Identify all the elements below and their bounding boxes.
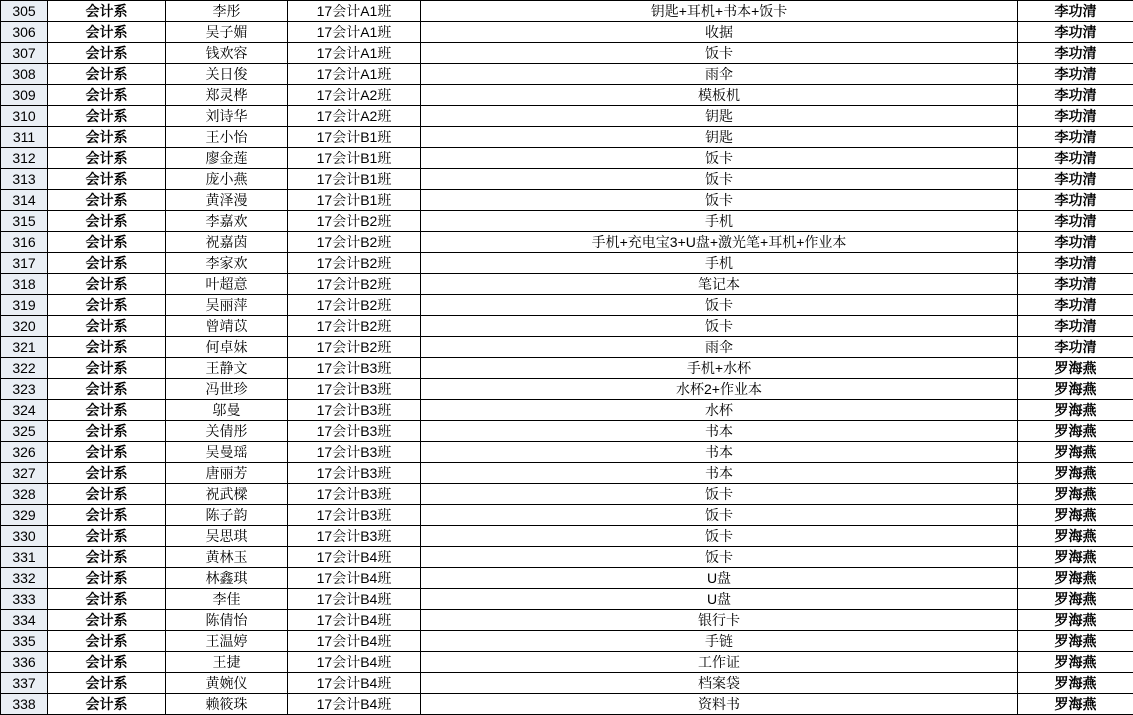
items-cell[interactable]: 饭卡 bbox=[421, 169, 1018, 190]
student-name-cell[interactable]: 王捷 bbox=[166, 652, 288, 673]
table-row[interactable] bbox=[1, 358, 1133, 379]
teacher-cell[interactable]: 李功清 bbox=[1018, 211, 1133, 232]
department-cell[interactable]: 会计系 bbox=[48, 673, 166, 694]
class-name-cell[interactable]: 17会计B3班 bbox=[288, 379, 421, 400]
student-name-cell[interactable]: 陈倩怡 bbox=[166, 610, 288, 631]
class-name-cell[interactable]: 17会计A2班 bbox=[288, 85, 421, 106]
teacher-cell[interactable]: 罗海燕 bbox=[1018, 379, 1133, 400]
class-name-cell[interactable]: 17会计B1班 bbox=[288, 169, 421, 190]
teacher-cell[interactable]: 李功清 bbox=[1018, 127, 1133, 148]
items-cell[interactable]: 笔记本 bbox=[421, 274, 1018, 295]
student-name-cell[interactable]: 吴丽萍 bbox=[166, 295, 288, 316]
items-cell[interactable]: 档案袋 bbox=[421, 673, 1018, 694]
items-cell[interactable]: 手机 bbox=[421, 211, 1018, 232]
class-name-cell[interactable]: 17会计A1班 bbox=[288, 43, 421, 64]
class-name-cell[interactable]: 17会计B2班 bbox=[288, 295, 421, 316]
items-cell[interactable]: 钥匙 bbox=[421, 106, 1018, 127]
row-number-cell[interactable]: 333 bbox=[1, 589, 48, 610]
class-name-cell[interactable]: 17会计B1班 bbox=[288, 190, 421, 211]
class-name-cell[interactable]: 17会计B2班 bbox=[288, 253, 421, 274]
items-cell[interactable]: 手链 bbox=[421, 631, 1018, 652]
row-number-cell[interactable]: 330 bbox=[1, 526, 48, 547]
class-name-cell[interactable]: 17会计A1班 bbox=[288, 22, 421, 43]
student-name-cell[interactable]: 王小怡 bbox=[166, 127, 288, 148]
table-row[interactable] bbox=[1, 253, 1133, 274]
student-name-cell[interactable]: 郑灵桦 bbox=[166, 85, 288, 106]
row-number-cell[interactable]: 321 bbox=[1, 337, 48, 358]
student-name-cell[interactable]: 李家欢 bbox=[166, 253, 288, 274]
department-cell[interactable]: 会计系 bbox=[48, 484, 166, 505]
row-number-cell[interactable]: 305 bbox=[1, 1, 48, 22]
student-name-cell[interactable]: 庞小燕 bbox=[166, 169, 288, 190]
row-number-cell[interactable]: 334 bbox=[1, 610, 48, 631]
teacher-cell[interactable]: 罗海燕 bbox=[1018, 694, 1133, 715]
table-row[interactable] bbox=[1, 43, 1133, 64]
row-number-cell[interactable]: 337 bbox=[1, 673, 48, 694]
table-row[interactable] bbox=[1, 106, 1133, 127]
department-cell[interactable]: 会计系 bbox=[48, 148, 166, 169]
table-row[interactable] bbox=[1, 1, 1133, 22]
class-name-cell[interactable]: 17会计B2班 bbox=[288, 337, 421, 358]
student-name-cell[interactable]: 唐丽芳 bbox=[166, 463, 288, 484]
teacher-cell[interactable]: 罗海燕 bbox=[1018, 610, 1133, 631]
teacher-cell[interactable]: 罗海燕 bbox=[1018, 484, 1133, 505]
items-cell[interactable]: 收据 bbox=[421, 22, 1018, 43]
teacher-cell[interactable]: 李功清 bbox=[1018, 64, 1133, 85]
items-cell[interactable]: 饭卡 bbox=[421, 295, 1018, 316]
row-number-cell[interactable]: 313 bbox=[1, 169, 48, 190]
table-row[interactable] bbox=[1, 232, 1133, 253]
table-row[interactable] bbox=[1, 400, 1133, 421]
department-cell[interactable]: 会计系 bbox=[48, 169, 166, 190]
student-name-cell[interactable]: 赖筱珠 bbox=[166, 694, 288, 715]
class-name-cell[interactable]: 17会计B4班 bbox=[288, 631, 421, 652]
items-cell[interactable]: U盘 bbox=[421, 589, 1018, 610]
department-cell[interactable]: 会计系 bbox=[48, 190, 166, 211]
department-cell[interactable]: 会计系 bbox=[48, 526, 166, 547]
department-cell[interactable]: 会计系 bbox=[48, 547, 166, 568]
department-cell[interactable]: 会计系 bbox=[48, 253, 166, 274]
row-number-cell[interactable]: 309 bbox=[1, 85, 48, 106]
department-cell[interactable]: 会计系 bbox=[48, 421, 166, 442]
table-row[interactable] bbox=[1, 316, 1133, 337]
teacher-cell[interactable]: 李功清 bbox=[1018, 232, 1133, 253]
class-name-cell[interactable]: 17会计B3班 bbox=[288, 526, 421, 547]
department-cell[interactable]: 会计系 bbox=[48, 316, 166, 337]
student-name-cell[interactable]: 李嘉欢 bbox=[166, 211, 288, 232]
items-cell[interactable]: 手机 bbox=[421, 253, 1018, 274]
row-number-cell[interactable]: 320 bbox=[1, 316, 48, 337]
teacher-cell[interactable]: 李功清 bbox=[1018, 274, 1133, 295]
department-cell[interactable]: 会计系 bbox=[48, 127, 166, 148]
row-number-cell[interactable]: 318 bbox=[1, 274, 48, 295]
row-number-cell[interactable]: 331 bbox=[1, 547, 48, 568]
student-name-cell[interactable]: 李佳 bbox=[166, 589, 288, 610]
department-cell[interactable]: 会计系 bbox=[48, 232, 166, 253]
row-number-cell[interactable]: 319 bbox=[1, 295, 48, 316]
student-name-cell[interactable]: 叶超意 bbox=[166, 274, 288, 295]
row-number-cell[interactable]: 308 bbox=[1, 64, 48, 85]
row-number-cell[interactable]: 310 bbox=[1, 106, 48, 127]
table-row[interactable] bbox=[1, 379, 1133, 400]
teacher-cell[interactable]: 李功清 bbox=[1018, 106, 1133, 127]
student-name-cell[interactable]: 曾靖苡 bbox=[166, 316, 288, 337]
student-name-cell[interactable]: 吴子媚 bbox=[166, 22, 288, 43]
table-row[interactable] bbox=[1, 673, 1133, 694]
student-name-cell[interactable]: 李彤 bbox=[166, 1, 288, 22]
table-row[interactable] bbox=[1, 421, 1133, 442]
class-name-cell[interactable]: 17会计B4班 bbox=[288, 547, 421, 568]
teacher-cell[interactable]: 李功清 bbox=[1018, 1, 1133, 22]
items-cell[interactable]: 书本 bbox=[421, 421, 1018, 442]
teacher-cell[interactable]: 罗海燕 bbox=[1018, 547, 1133, 568]
row-number-cell[interactable]: 327 bbox=[1, 463, 48, 484]
student-name-cell[interactable]: 王温婷 bbox=[166, 631, 288, 652]
department-cell[interactable]: 会计系 bbox=[48, 463, 166, 484]
table-row[interactable] bbox=[1, 589, 1133, 610]
table-row[interactable] bbox=[1, 295, 1133, 316]
items-cell[interactable]: 书本 bbox=[421, 463, 1018, 484]
items-cell[interactable]: 饭卡 bbox=[421, 190, 1018, 211]
department-cell[interactable]: 会计系 bbox=[48, 274, 166, 295]
teacher-cell[interactable]: 罗海燕 bbox=[1018, 652, 1133, 673]
department-cell[interactable]: 会计系 bbox=[48, 358, 166, 379]
department-cell[interactable]: 会计系 bbox=[48, 43, 166, 64]
class-name-cell[interactable]: 17会计B3班 bbox=[288, 505, 421, 526]
row-number-cell[interactable]: 332 bbox=[1, 568, 48, 589]
department-cell[interactable]: 会计系 bbox=[48, 379, 166, 400]
table-row[interactable] bbox=[1, 694, 1133, 715]
student-name-cell[interactable]: 吴思琪 bbox=[166, 526, 288, 547]
class-name-cell[interactable]: 17会计B2班 bbox=[288, 232, 421, 253]
items-cell[interactable]: 钥匙 bbox=[421, 127, 1018, 148]
teacher-cell[interactable]: 李功清 bbox=[1018, 295, 1133, 316]
row-number-cell[interactable]: 336 bbox=[1, 652, 48, 673]
teacher-cell[interactable]: 罗海燕 bbox=[1018, 631, 1133, 652]
items-cell[interactable]: 资料书 bbox=[421, 694, 1018, 715]
department-cell[interactable]: 会计系 bbox=[48, 610, 166, 631]
row-number-cell[interactable]: 329 bbox=[1, 505, 48, 526]
row-number-cell[interactable]: 335 bbox=[1, 631, 48, 652]
table-row[interactable] bbox=[1, 505, 1133, 526]
department-cell[interactable]: 会计系 bbox=[48, 337, 166, 358]
teacher-cell[interactable]: 罗海燕 bbox=[1018, 568, 1133, 589]
table-row[interactable] bbox=[1, 652, 1133, 673]
items-cell[interactable]: 饭卡 bbox=[421, 316, 1018, 337]
row-number-cell[interactable]: 312 bbox=[1, 148, 48, 169]
row-number-cell[interactable]: 326 bbox=[1, 442, 48, 463]
department-cell[interactable]: 会计系 bbox=[48, 442, 166, 463]
row-number-cell[interactable]: 311 bbox=[1, 127, 48, 148]
class-name-cell[interactable]: 17会计B3班 bbox=[288, 484, 421, 505]
student-name-cell[interactable]: 刘诗华 bbox=[166, 106, 288, 127]
teacher-cell[interactable]: 李功清 bbox=[1018, 22, 1133, 43]
row-number-cell[interactable]: 307 bbox=[1, 43, 48, 64]
teacher-cell[interactable]: 李功清 bbox=[1018, 253, 1133, 274]
table-row[interactable] bbox=[1, 547, 1133, 568]
class-name-cell[interactable]: 17会计B4班 bbox=[288, 694, 421, 715]
teacher-cell[interactable]: 李功清 bbox=[1018, 148, 1133, 169]
student-name-cell[interactable]: 关日俊 bbox=[166, 64, 288, 85]
class-name-cell[interactable]: 17会计B4班 bbox=[288, 652, 421, 673]
table-row[interactable] bbox=[1, 631, 1133, 652]
class-name-cell[interactable]: 17会计B4班 bbox=[288, 589, 421, 610]
table-row[interactable] bbox=[1, 337, 1133, 358]
class-name-cell[interactable]: 17会计B1班 bbox=[288, 127, 421, 148]
class-name-cell[interactable]: 17会计B2班 bbox=[288, 316, 421, 337]
table-row[interactable] bbox=[1, 211, 1133, 232]
row-number-cell[interactable]: 315 bbox=[1, 211, 48, 232]
row-number-cell[interactable]: 306 bbox=[1, 22, 48, 43]
student-name-cell[interactable]: 邬曼 bbox=[166, 400, 288, 421]
teacher-cell[interactable]: 李功清 bbox=[1018, 316, 1133, 337]
student-name-cell[interactable]: 钱欢容 bbox=[166, 43, 288, 64]
class-name-cell[interactable]: 17会计B3班 bbox=[288, 463, 421, 484]
department-cell[interactable]: 会计系 bbox=[48, 22, 166, 43]
class-name-cell[interactable]: 17会计B3班 bbox=[288, 358, 421, 379]
table-row[interactable] bbox=[1, 85, 1133, 106]
items-cell[interactable]: 手机+水杯 bbox=[421, 358, 1018, 379]
table-row[interactable] bbox=[1, 610, 1133, 631]
class-name-cell[interactable]: 17会计A1班 bbox=[288, 1, 421, 22]
table-row[interactable] bbox=[1, 274, 1133, 295]
row-number-cell[interactable]: 328 bbox=[1, 484, 48, 505]
department-cell[interactable]: 会计系 bbox=[48, 652, 166, 673]
teacher-cell[interactable]: 罗海燕 bbox=[1018, 673, 1133, 694]
row-number-cell[interactable]: 317 bbox=[1, 253, 48, 274]
items-cell[interactable]: U盘 bbox=[421, 568, 1018, 589]
student-name-cell[interactable]: 林鑫琪 bbox=[166, 568, 288, 589]
items-cell[interactable]: 模板机 bbox=[421, 85, 1018, 106]
items-cell[interactable]: 水杯2+作业本 bbox=[421, 379, 1018, 400]
row-number-cell[interactable]: 322 bbox=[1, 358, 48, 379]
department-cell[interactable]: 会计系 bbox=[48, 568, 166, 589]
teacher-cell[interactable]: 李功清 bbox=[1018, 43, 1133, 64]
items-cell[interactable]: 饭卡 bbox=[421, 43, 1018, 64]
table-row[interactable] bbox=[1, 148, 1133, 169]
student-name-cell[interactable]: 祝嘉茵 bbox=[166, 232, 288, 253]
department-cell[interactable]: 会计系 bbox=[48, 400, 166, 421]
class-name-cell[interactable]: 17会计B2班 bbox=[288, 274, 421, 295]
class-name-cell[interactable]: 17会计B4班 bbox=[288, 568, 421, 589]
items-cell[interactable]: 水杯 bbox=[421, 400, 1018, 421]
student-name-cell[interactable]: 陈子韵 bbox=[166, 505, 288, 526]
table-row[interactable] bbox=[1, 463, 1133, 484]
row-number-cell[interactable]: 324 bbox=[1, 400, 48, 421]
class-name-cell[interactable]: 17会计B3班 bbox=[288, 421, 421, 442]
teacher-cell[interactable]: 罗海燕 bbox=[1018, 589, 1133, 610]
student-name-cell[interactable]: 何卓妹 bbox=[166, 337, 288, 358]
department-cell[interactable]: 会计系 bbox=[48, 211, 166, 232]
teacher-cell[interactable]: 罗海燕 bbox=[1018, 358, 1133, 379]
class-name-cell[interactable]: 17会计A2班 bbox=[288, 106, 421, 127]
teacher-cell[interactable]: 李功清 bbox=[1018, 337, 1133, 358]
teacher-cell[interactable]: 罗海燕 bbox=[1018, 463, 1133, 484]
student-name-cell[interactable]: 祝武樑 bbox=[166, 484, 288, 505]
student-name-cell[interactable]: 黄林玉 bbox=[166, 547, 288, 568]
table-row[interactable] bbox=[1, 568, 1133, 589]
class-name-cell[interactable]: 17会计B3班 bbox=[288, 400, 421, 421]
table-row[interactable] bbox=[1, 169, 1133, 190]
row-number-cell[interactable]: 338 bbox=[1, 694, 48, 715]
student-name-cell[interactable]: 黄泽漫 bbox=[166, 190, 288, 211]
items-cell[interactable]: 银行卡 bbox=[421, 610, 1018, 631]
items-cell[interactable]: 钥匙+耳机+书本+饭卡 bbox=[421, 1, 1018, 22]
table-row[interactable] bbox=[1, 190, 1133, 211]
teacher-cell[interactable]: 李功清 bbox=[1018, 190, 1133, 211]
department-cell[interactable]: 会计系 bbox=[48, 589, 166, 610]
student-name-cell[interactable]: 冯世珍 bbox=[166, 379, 288, 400]
items-cell[interactable]: 饭卡 bbox=[421, 526, 1018, 547]
teacher-cell[interactable]: 李功清 bbox=[1018, 85, 1133, 106]
class-name-cell[interactable]: 17会计B1班 bbox=[288, 148, 421, 169]
class-name-cell[interactable]: 17会计B4班 bbox=[288, 673, 421, 694]
class-name-cell[interactable]: 17会计B4班 bbox=[288, 610, 421, 631]
class-name-cell[interactable]: 17会计B2班 bbox=[288, 211, 421, 232]
table-row[interactable] bbox=[1, 64, 1133, 85]
teacher-cell[interactable]: 罗海燕 bbox=[1018, 442, 1133, 463]
items-cell[interactable]: 书本 bbox=[421, 442, 1018, 463]
table-row[interactable] bbox=[1, 127, 1133, 148]
teacher-cell[interactable]: 罗海燕 bbox=[1018, 421, 1133, 442]
row-number-cell[interactable]: 323 bbox=[1, 379, 48, 400]
table-row[interactable] bbox=[1, 22, 1133, 43]
department-cell[interactable]: 会计系 bbox=[48, 64, 166, 85]
department-cell[interactable]: 会计系 bbox=[48, 1, 166, 22]
table-body bbox=[1, 1, 1133, 715]
table-row[interactable] bbox=[1, 442, 1133, 463]
row-number-cell[interactable]: 314 bbox=[1, 190, 48, 211]
student-name-cell[interactable]: 吴曼瑶 bbox=[166, 442, 288, 463]
table-row[interactable] bbox=[1, 484, 1133, 505]
department-cell[interactable]: 会计系 bbox=[48, 295, 166, 316]
table-row[interactable] bbox=[1, 526, 1133, 547]
department-cell[interactable]: 会计系 bbox=[48, 505, 166, 526]
department-cell[interactable]: 会计系 bbox=[48, 694, 166, 715]
student-name-cell[interactable]: 黄婉仪 bbox=[166, 673, 288, 694]
items-cell[interactable]: 手机+充电宝3+U盘+激光笔+耳机+作业本 bbox=[421, 232, 1018, 253]
department-cell[interactable]: 会计系 bbox=[48, 106, 166, 127]
student-name-cell[interactable]: 廖金莲 bbox=[166, 148, 288, 169]
items-cell[interactable]: 饭卡 bbox=[421, 148, 1018, 169]
items-cell[interactable]: 饭卡 bbox=[421, 484, 1018, 505]
student-name-cell[interactable]: 关倩彤 bbox=[166, 421, 288, 442]
teacher-cell[interactable]: 罗海燕 bbox=[1018, 526, 1133, 547]
items-cell[interactable]: 雨伞 bbox=[421, 337, 1018, 358]
teacher-cell[interactable]: 罗海燕 bbox=[1018, 505, 1133, 526]
teacher-cell[interactable]: 李功清 bbox=[1018, 169, 1133, 190]
student-name-cell[interactable]: 王静文 bbox=[166, 358, 288, 379]
class-name-cell[interactable]: 17会计B3班 bbox=[288, 442, 421, 463]
department-cell[interactable]: 会计系 bbox=[48, 85, 166, 106]
row-number-cell[interactable]: 325 bbox=[1, 421, 48, 442]
class-name-cell[interactable]: 17会计A1班 bbox=[288, 64, 421, 85]
teacher-cell[interactable]: 罗海燕 bbox=[1018, 400, 1133, 421]
items-cell[interactable]: 雨伞 bbox=[421, 64, 1018, 85]
row-number-cell[interactable]: 316 bbox=[1, 232, 48, 253]
items-cell[interactable]: 饭卡 bbox=[421, 505, 1018, 526]
department-cell[interactable]: 会计系 bbox=[48, 631, 166, 652]
items-cell[interactable]: 工作证 bbox=[421, 652, 1018, 673]
items-cell[interactable]: 饭卡 bbox=[421, 547, 1018, 568]
